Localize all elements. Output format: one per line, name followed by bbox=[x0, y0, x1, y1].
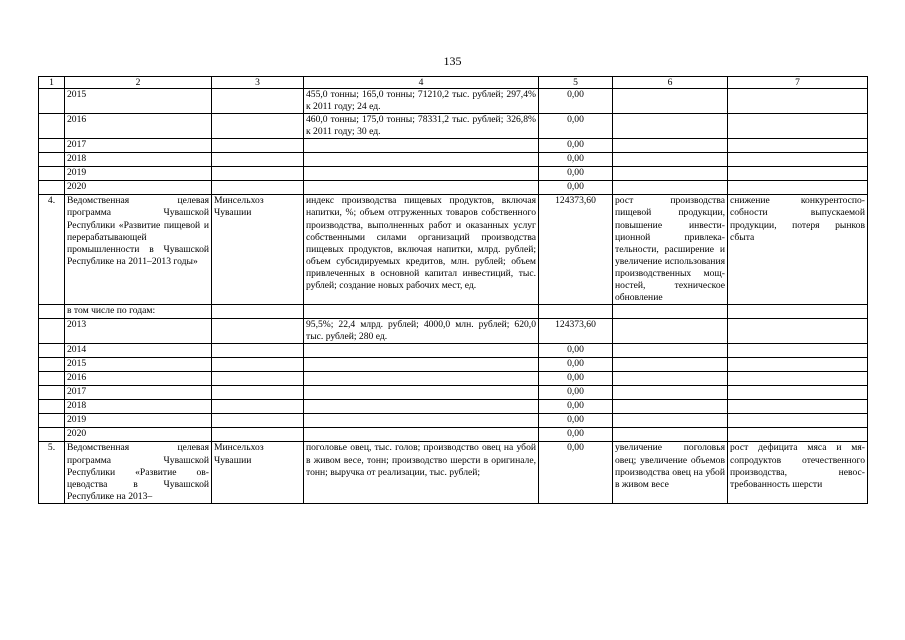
amount-cell: 0,00 bbox=[539, 114, 613, 139]
table-row bbox=[39, 414, 868, 428]
amount-cell: 124373,60 bbox=[539, 195, 613, 305]
year-cell: 2019 bbox=[65, 414, 212, 428]
empty-cell bbox=[728, 372, 868, 386]
program-row-5 bbox=[39, 442, 868, 503]
empty-cell bbox=[212, 139, 304, 153]
responsible-org: Минсельхоз Чувашии bbox=[212, 442, 304, 503]
header-cell: 3 bbox=[212, 77, 304, 89]
table-row bbox=[39, 181, 868, 195]
amount-cell: 0,00 bbox=[539, 181, 613, 195]
risks: рост дефицита мяса и мясопродуктов отечественного производства, невостребованность шерсти bbox=[728, 442, 868, 503]
year-cell: 2019 bbox=[65, 167, 212, 181]
empty-cell bbox=[39, 372, 65, 386]
empty-cell bbox=[728, 181, 868, 195]
year-cell: 2013 bbox=[65, 319, 212, 344]
expected-effect: рост производства пищевой продукции, повышение инвестиционной привлекательности, расширение и увеличение использования производственных мощностей, техническое обновление bbox=[613, 195, 728, 305]
table-row bbox=[39, 372, 868, 386]
empty-cell bbox=[613, 344, 728, 358]
amount-cell: 0,00 bbox=[539, 400, 613, 414]
header-cell: 1 bbox=[39, 77, 65, 89]
year-cell: 2015 bbox=[65, 89, 212, 114]
empty-cell bbox=[613, 153, 728, 167]
empty-cell bbox=[39, 89, 65, 114]
empty-cell bbox=[39, 428, 65, 442]
empty-cell bbox=[613, 386, 728, 400]
empty-cell bbox=[613, 181, 728, 195]
empty-cell bbox=[613, 167, 728, 181]
item-number: 5. bbox=[39, 442, 65, 503]
table-body bbox=[39, 77, 868, 504]
program-row-4 bbox=[39, 195, 868, 305]
indicator-values-cell: 460,0 тонны; 175,0 тонны; 78331,2 тыс. рублей; 326,8% к 2011 году; 30 ед. bbox=[304, 114, 539, 139]
indicator-values-cell bbox=[304, 344, 539, 358]
table-row bbox=[39, 386, 868, 400]
empty-cell bbox=[212, 181, 304, 195]
indicator-values-cell bbox=[304, 400, 539, 414]
empty-cell bbox=[212, 305, 304, 319]
indicator-values-cell bbox=[304, 153, 539, 167]
indicator-values-cell bbox=[304, 386, 539, 400]
empty-cell bbox=[39, 358, 65, 372]
empty-cell bbox=[39, 319, 65, 344]
year-cell: 2015 bbox=[65, 358, 212, 372]
year-cell: 2014 bbox=[65, 344, 212, 358]
empty-cell bbox=[39, 181, 65, 195]
indicator-values-cell bbox=[304, 181, 539, 195]
risks: снижение конкурентоспособности выпускаемой продукции, потеря рынков сбыта bbox=[728, 195, 868, 305]
year-cell: 2016 bbox=[65, 114, 212, 139]
header-cell: 2 bbox=[65, 77, 212, 89]
indicator-values-cell: 95,5%; 22,4 млрд. рублей; 4000,0 млн. рублей; 620,0 тыс. рублей; 280 ед. bbox=[304, 319, 539, 344]
header-cell: 6 bbox=[613, 77, 728, 89]
amount-cell: 0,00 bbox=[539, 428, 613, 442]
year-cell: 2017 bbox=[65, 139, 212, 153]
indicators: поголовье овец, тыс. голов; производство овец на убой в живом весе, тонн; производство шерсти в оригинале, тонн; выручка от реализации, тыс. рублей; bbox=[304, 442, 539, 503]
expected-effect: увеличение поголовья овец; увеличение объемов производства овец на убой в живом весе bbox=[613, 442, 728, 503]
table-row bbox=[39, 167, 868, 181]
table-row bbox=[39, 153, 868, 167]
empty-cell bbox=[304, 305, 539, 319]
empty-cell bbox=[212, 153, 304, 167]
empty-cell bbox=[39, 114, 65, 139]
empty-cell bbox=[39, 153, 65, 167]
empty-cell bbox=[212, 344, 304, 358]
year-cell: 2020 bbox=[65, 428, 212, 442]
program-name: Ведомственная целевая программа Чувашской Республики «Развитие пищевой и перерабатывающей промышленности в Чувашской Республике на 2011–2013 годы» bbox=[65, 195, 212, 305]
amount-cell: 0,00 bbox=[539, 167, 613, 181]
empty-cell bbox=[728, 153, 868, 167]
table-row bbox=[39, 358, 868, 372]
header-cell: 4 bbox=[304, 77, 539, 89]
indicator-values-cell bbox=[304, 358, 539, 372]
empty-cell bbox=[613, 400, 728, 414]
empty-cell bbox=[613, 139, 728, 153]
empty-cell bbox=[39, 305, 65, 319]
empty-cell bbox=[613, 428, 728, 442]
empty-cell bbox=[212, 358, 304, 372]
header-cell: 5 bbox=[539, 77, 613, 89]
amount-cell: 124373,60 bbox=[539, 319, 613, 344]
empty-cell bbox=[39, 400, 65, 414]
indicators: индекс производства пищевых продуктов, включая напитки, %; объем отгруженных товаров собственного производства, выполненных работ и оказанных услуг собственными силами организаций производства пищевых продуктов, включая напитки, млрд. рублей; объем субсидируемых кредитов, млн. рублей; объем привлеченных в основной капитал инвестиций, тыс. рублей; создание новых рабочих мест, ед. bbox=[304, 195, 539, 305]
indicator-values-cell bbox=[304, 414, 539, 428]
program-table bbox=[38, 76, 868, 504]
empty-cell bbox=[212, 114, 304, 139]
empty-cell bbox=[728, 344, 868, 358]
indicator-values-cell bbox=[304, 139, 539, 153]
empty-cell bbox=[212, 167, 304, 181]
empty-cell bbox=[728, 305, 868, 319]
empty-cell bbox=[39, 414, 65, 428]
empty-cell bbox=[728, 139, 868, 153]
year-cell: 2018 bbox=[65, 153, 212, 167]
empty-cell bbox=[212, 428, 304, 442]
year-cell: 2016 bbox=[65, 372, 212, 386]
program-name: Ведомственная целевая программа Чувашской Республики «Развитие овцеводства в Чувашской Республике на 2013– bbox=[65, 442, 212, 503]
empty-cell bbox=[212, 414, 304, 428]
amount-cell: 0,00 bbox=[539, 414, 613, 428]
table-row bbox=[39, 114, 868, 139]
table-row bbox=[39, 305, 868, 319]
empty-cell bbox=[613, 114, 728, 139]
empty-cell bbox=[728, 358, 868, 372]
indicator-values-cell bbox=[304, 372, 539, 386]
empty-cell bbox=[613, 305, 728, 319]
table-row bbox=[39, 89, 868, 114]
empty-cell bbox=[613, 414, 728, 428]
year-cell: 2017 bbox=[65, 386, 212, 400]
empty-cell bbox=[39, 167, 65, 181]
page-number: 135 bbox=[443, 54, 462, 68]
table-row bbox=[39, 400, 868, 414]
amount-cell: 0,00 bbox=[539, 358, 613, 372]
empty-cell bbox=[212, 89, 304, 114]
empty-cell bbox=[212, 386, 304, 400]
responsible-org: Минсельхоз Чувашии bbox=[212, 195, 304, 305]
by-years-label: в том числе по годам: bbox=[65, 305, 212, 319]
empty-cell bbox=[728, 428, 868, 442]
empty-cell bbox=[728, 414, 868, 428]
empty-cell bbox=[613, 89, 728, 114]
amount-cell: 0,00 bbox=[539, 89, 613, 114]
amount-cell: 0,00 bbox=[539, 139, 613, 153]
amount-cell: 0,00 bbox=[539, 153, 613, 167]
amount-cell: 0,00 bbox=[539, 442, 613, 503]
item-number: 4. bbox=[39, 195, 65, 305]
amount-cell: 0,00 bbox=[539, 386, 613, 400]
indicator-values-cell: 455,0 тонны; 165,0 тонны; 71210,2 тыс. рублей; 297,4% к 2011 году; 24 ед. bbox=[304, 89, 539, 114]
empty-cell bbox=[39, 386, 65, 400]
empty-cell bbox=[613, 319, 728, 344]
table-row bbox=[39, 344, 868, 358]
empty-cell bbox=[539, 305, 613, 319]
empty-cell bbox=[212, 372, 304, 386]
empty-cell bbox=[613, 372, 728, 386]
empty-cell bbox=[613, 358, 728, 372]
empty-cell bbox=[728, 89, 868, 114]
empty-cell bbox=[728, 386, 868, 400]
indicator-values-cell bbox=[304, 167, 539, 181]
table-row bbox=[39, 319, 868, 344]
header-cell: 7 bbox=[728, 77, 868, 89]
year-cell: 2018 bbox=[65, 400, 212, 414]
empty-cell bbox=[39, 344, 65, 358]
empty-cell bbox=[728, 319, 868, 344]
empty-cell bbox=[212, 319, 304, 344]
table-row bbox=[39, 428, 868, 442]
year-cell: 2020 bbox=[65, 181, 212, 195]
empty-cell bbox=[728, 167, 868, 181]
header-row bbox=[39, 77, 868, 89]
table-row bbox=[39, 139, 868, 153]
amount-cell: 0,00 bbox=[539, 372, 613, 386]
empty-cell bbox=[728, 400, 868, 414]
empty-cell bbox=[212, 400, 304, 414]
empty-cell bbox=[39, 139, 65, 153]
empty-cell bbox=[728, 114, 868, 139]
amount-cell: 0,00 bbox=[539, 344, 613, 358]
indicator-values-cell bbox=[304, 428, 539, 442]
